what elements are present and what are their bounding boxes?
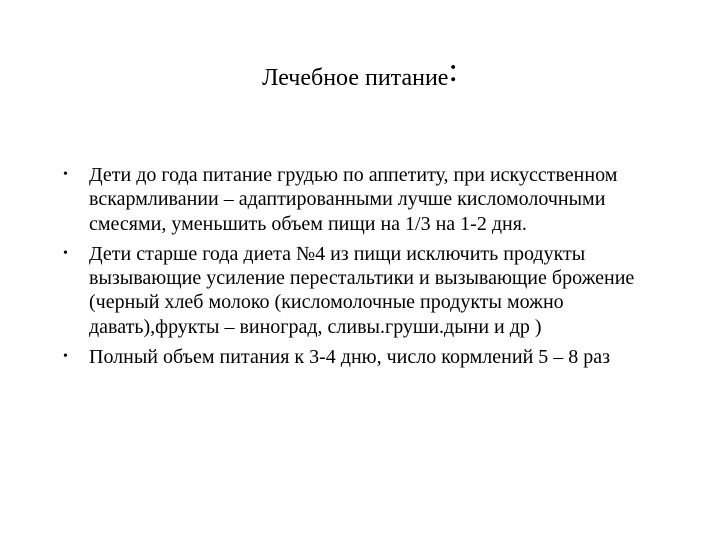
bullet-icon: •	[63, 167, 68, 182]
bullet-list	[63, 163, 673, 375]
bullet-text: Дети старше года диета №4 из пищи исключить продукты вызывающие усиление перестальтики и вызывающие брожение (черный хлеб молоко (кисломолочные продукты можно давать),фрукты – виноград, сливы.груши.дыни и др )	[89, 242, 635, 338]
bullet-item	[63, 345, 673, 369]
bullet-icon: •	[63, 245, 68, 261]
bullet-item	[63, 242, 673, 339]
slide-title-text: Лечебное питание	[262, 65, 449, 91]
bullet-icon: •	[63, 349, 68, 365]
bullet-item	[63, 163, 673, 236]
slide-title	[0, 52, 720, 94]
slide-title-colon: :	[448, 52, 458, 89]
bullet-text: Дети до года питание грудью по аппетиту, при искусственном вскармливании – адаптированными лучше кисломолочными смесями, уменьшить объем пищи на 1/3 на 1-2 дня.	[89, 164, 618, 235]
bullet-text: Полный объем питания к 3-4 дню, число кормлений 5 – 8 раз	[89, 346, 611, 369]
